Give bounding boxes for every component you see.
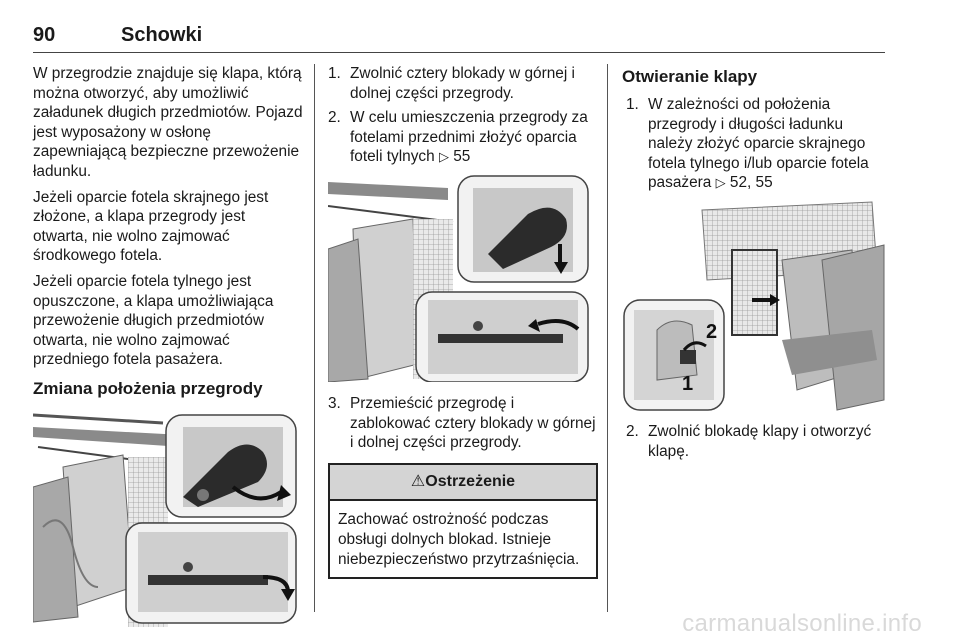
partition-lower-latch-illustration <box>328 174 590 382</box>
page-header <box>33 18 885 53</box>
column-divider <box>314 64 315 612</box>
partition-latch-illustration <box>33 407 299 627</box>
paragraph: Jeżeli oparcie fotela skrajnego jest złożone, a klapa przegrody jest otwarta, nie wolno zajmować środkowego fotela. <box>33 188 269 265</box>
column-middle <box>328 64 598 579</box>
warning-body: Zachować ostrożność podczas obsługi dolnych blokad. Istnieje niebezpieczeństwo przytrzaśnięcia. <box>338 511 580 568</box>
step-text: W celu umieszczenia przegrody za fotelami przednimi złożyć oparcia foteli tylnych ▷ 55 <box>350 109 588 166</box>
page-ref-arrow-icon: ▷ <box>715 176 726 192</box>
column-left <box>33 64 303 627</box>
page-title: Schowki <box>121 24 203 46</box>
paragraph: W przegrodzie znajduje się klapa, którą można otworzyć, aby umożliwić załadunek długich przedmiotów. Pojazd jest wyposażony w osłonę zapewniającą bezpieczne przewożenie ładunku. <box>33 65 303 180</box>
step-number: 2. <box>626 422 639 440</box>
instruction-step <box>622 95 887 194</box>
step-text: W zależności od położenia przegrody i długości ładunku należy złożyć oparcie skrajnego fotela tylnego i/lub oparcie fotela pasażera ▷ 52, 55 <box>648 96 869 192</box>
column-right <box>622 64 887 466</box>
instruction-step <box>328 394 598 453</box>
page-ref[interactable]: 55 <box>453 148 471 166</box>
step-number: 1. <box>328 65 341 82</box>
step-number: 3. <box>328 394 341 412</box>
warning-box <box>328 463 598 579</box>
section-heading: Otwieranie klapy <box>622 67 758 86</box>
instruction-step <box>622 422 887 461</box>
figure-callout-2: 2 <box>706 320 718 343</box>
instruction-step <box>328 64 598 103</box>
warning-title: Ostrzeżenie <box>425 472 516 490</box>
watermark: carmanualsonline.info <box>682 610 922 637</box>
step-text: Przemieścić przegrodę i zablokować cztery blokady w górnej i dolnej części przegrody. <box>350 394 596 452</box>
column-divider <box>607 64 608 612</box>
page-ref[interactable]: 52, 55 <box>729 174 773 192</box>
page-number: 90 <box>33 24 56 46</box>
step-text: Zwolnić cztery blokady w górnej i dolnej części przegrody. <box>350 65 575 102</box>
step-text: Zwolnić blokadę klapy i otworzyć klapę. <box>648 422 872 460</box>
warning-header <box>330 465 596 502</box>
section-heading: Zmiana położenia przegrody <box>33 378 263 398</box>
paragraph: Jeżeli oparcie fotela tylnego jest opuszczone, a klapa umożliwiająca przewożenie długich przedmiotów otwarta, nie wolno zajmować przedniego fotela pasażera. <box>33 272 274 369</box>
figure-callout-1: 1 <box>682 372 694 395</box>
step-number: 1. <box>626 96 639 113</box>
step-number: 2. <box>328 109 341 127</box>
flap-release-illustration <box>622 200 886 412</box>
warning-icon: ⚠ <box>410 472 426 490</box>
instruction-step <box>328 108 598 168</box>
page-ref-arrow-icon: ▷ <box>438 150 449 166</box>
